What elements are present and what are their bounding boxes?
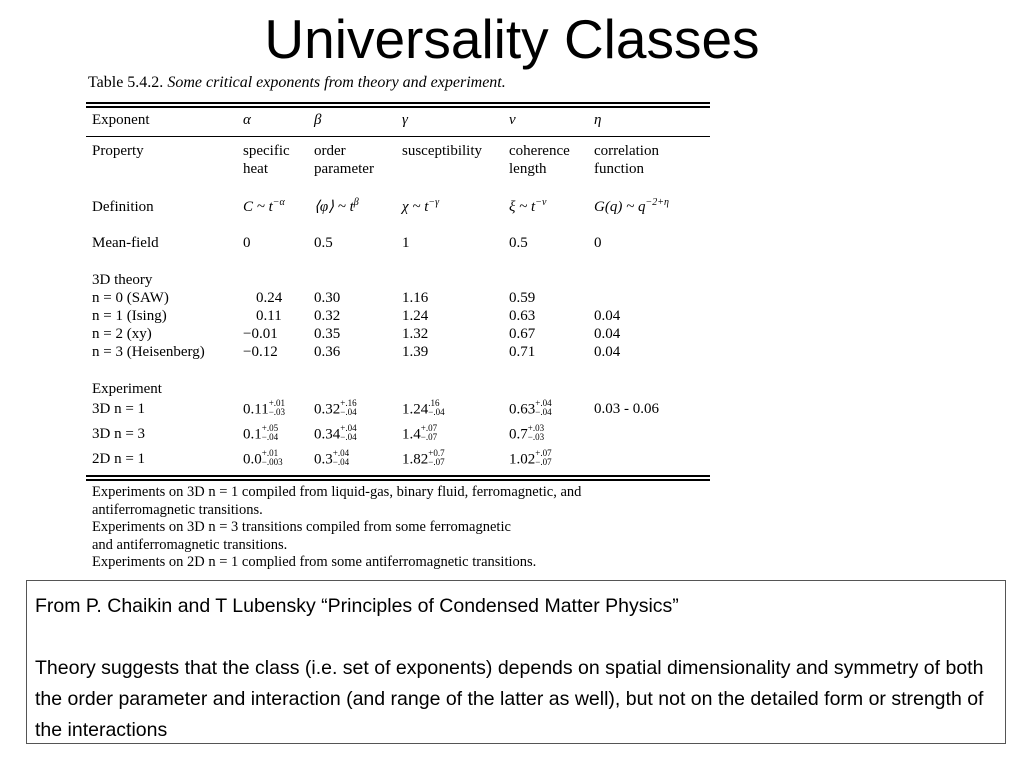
mean-field-cell: 0: [243, 235, 251, 251]
property-cell: correlation: [594, 143, 659, 159]
theory-cell: 1.16: [402, 290, 429, 306]
header-rule: [86, 136, 710, 137]
definition-cell: ⟨φ⟩ ~ $t^\beta$: [314, 197, 359, 215]
table-caption-label: Table 5.4.2.: [88, 74, 164, 91]
theory-cell: 0.32: [314, 308, 341, 324]
experiment-cell: 1.82 +0.7 −.07: [402, 448, 445, 468]
property-cell: specific: [243, 143, 290, 159]
property-cell: length: [509, 161, 547, 177]
experiment-row-label: 3D n = 1: [92, 401, 146, 417]
experiment-label: Experiment: [92, 381, 162, 397]
theory-cell: 0.30: [314, 290, 341, 306]
theory-cell: 0.24: [256, 290, 283, 306]
experiment-cell: 1.02 +.07 −.07: [509, 448, 552, 468]
header-symbol: γ: [402, 112, 408, 128]
table-notes: [92, 484, 581, 572]
theory-cell: 1.32: [402, 326, 429, 342]
note-line: Experiments on 3D n = 3 transitions compiled from some ferromagnetic: [92, 519, 511, 536]
property-cell: heat: [243, 161, 268, 177]
mean-field-cell: 1: [402, 235, 410, 251]
note-line: and antiferromagnetic transitions.: [92, 536, 288, 553]
experiment-row-label: 3D n = 3: [92, 426, 146, 442]
bottom-rule: [86, 475, 710, 477]
experiment-cell: 1.24 .16 −.04: [402, 398, 445, 418]
theory-label: 3D theory: [92, 272, 153, 288]
experiment-cell: 0.3 +.04 −.04: [314, 448, 350, 468]
experiment-cell: 0.32 +.16 −.04: [314, 398, 357, 418]
experiment-cell: 0.7 +.03 −.03: [509, 423, 545, 443]
experiment-cell: 0.03 - 0.06: [594, 401, 659, 417]
theory-cell: 1.24: [402, 308, 429, 324]
theory-cell: 0.63: [509, 308, 536, 324]
theory-cell: 0.59: [509, 290, 536, 306]
theory-cell: 0.67: [509, 326, 536, 342]
note-line: Experiments on 2D n = 1 complied from some antiferromagnetic transitions.: [92, 554, 537, 571]
critical-exponents-table: [80, 68, 720, 580]
property-cell: order: [314, 143, 346, 159]
theory-row-label: n = 2 (xy): [92, 326, 152, 342]
experiment-cell: 0.63 +.04 −.04: [509, 398, 552, 418]
definition-label: Definition: [92, 199, 154, 215]
mean-field-cell: 0: [594, 235, 602, 251]
source-text-box: [26, 580, 1006, 744]
definition-cell: C ~ $t^{-\alpha}$: [243, 197, 285, 215]
header-symbol: β: [314, 112, 322, 128]
table-caption-text: Some critical exponents from theory and experiment.: [167, 74, 506, 91]
header-exponent: Exponent: [92, 112, 150, 128]
bottom-rule-2: [86, 479, 710, 481]
top-rule-2: [86, 106, 710, 108]
mean-field-cell: 0.5: [509, 235, 528, 251]
experiment-cell: 1.4 +.07 −.07: [402, 423, 438, 443]
experiment-cell: 0.0 +.01 −.003: [243, 448, 283, 468]
theory-cell: 0.04: [594, 308, 621, 324]
experiment-cell: 0.1 +.05 −.04: [243, 423, 279, 443]
note-line: antiferromagnetic transitions.: [92, 501, 263, 518]
definition-cell: ξ ~ $t^{-\nu}$: [509, 197, 547, 215]
table-caption: [88, 74, 506, 92]
experiment-cell: 0.11 +.01 −.03: [243, 398, 286, 418]
mean-field-cell: 0.5: [314, 235, 333, 251]
theory-row-label: n = 1 (Ising): [92, 308, 167, 324]
theory-cell: −0.01: [243, 326, 278, 342]
slide-title: Universality Classes: [264, 8, 760, 70]
source-citation: From P. Chaikin and T Lubensky “Principles of Condensed Matter Physics”: [35, 595, 679, 617]
theory-cell: 0.04: [594, 344, 621, 360]
experiment-row-label: 2D n = 1: [92, 451, 146, 467]
property-cell: parameter: [314, 161, 374, 177]
header-symbol: α: [243, 112, 251, 128]
theory-cell: −0.12: [243, 344, 278, 360]
note-line: Experiments on 3D n = 1 compiled from liquid-gas, binary fluid, ferromagnetic, and: [92, 484, 582, 500]
theory-cell: 0.35: [314, 326, 341, 342]
header-symbol: η: [594, 112, 602, 128]
theory-cell: 0.36: [314, 344, 341, 360]
theory-cell: 0.04: [594, 326, 621, 342]
property-cell: susceptibility: [402, 143, 482, 159]
theory-row-label: n = 3 (Heisenberg): [92, 344, 205, 360]
property-cell: coherence: [509, 143, 570, 159]
definition-cell: G(q) ~ $q^{-2+\eta}$: [594, 197, 669, 215]
definition-cell: χ ~ $t^{-\gamma}$: [402, 197, 440, 215]
theory-row-label: n = 0 (SAW): [92, 290, 169, 306]
top-rule: [86, 102, 710, 104]
experiment-cell: 0.34 +.04 −.04: [314, 423, 357, 443]
property-label: Property: [92, 143, 144, 159]
theory-cell: 0.71: [509, 344, 536, 360]
header-symbol: ν: [509, 112, 516, 128]
theory-explanation: Theory suggests that the class (i.e. set of exponents) depends on spatial dimensionality and symmetry of both the order parameter and interaction (and range of the latter as well), but not on the detailed form or strength of the interactions: [35, 657, 984, 741]
theory-cell: 0.11: [256, 308, 282, 324]
theory-cell: 1.39: [402, 344, 429, 360]
mean-field-label: Mean-field: [92, 235, 159, 251]
property-cell: function: [594, 161, 644, 177]
